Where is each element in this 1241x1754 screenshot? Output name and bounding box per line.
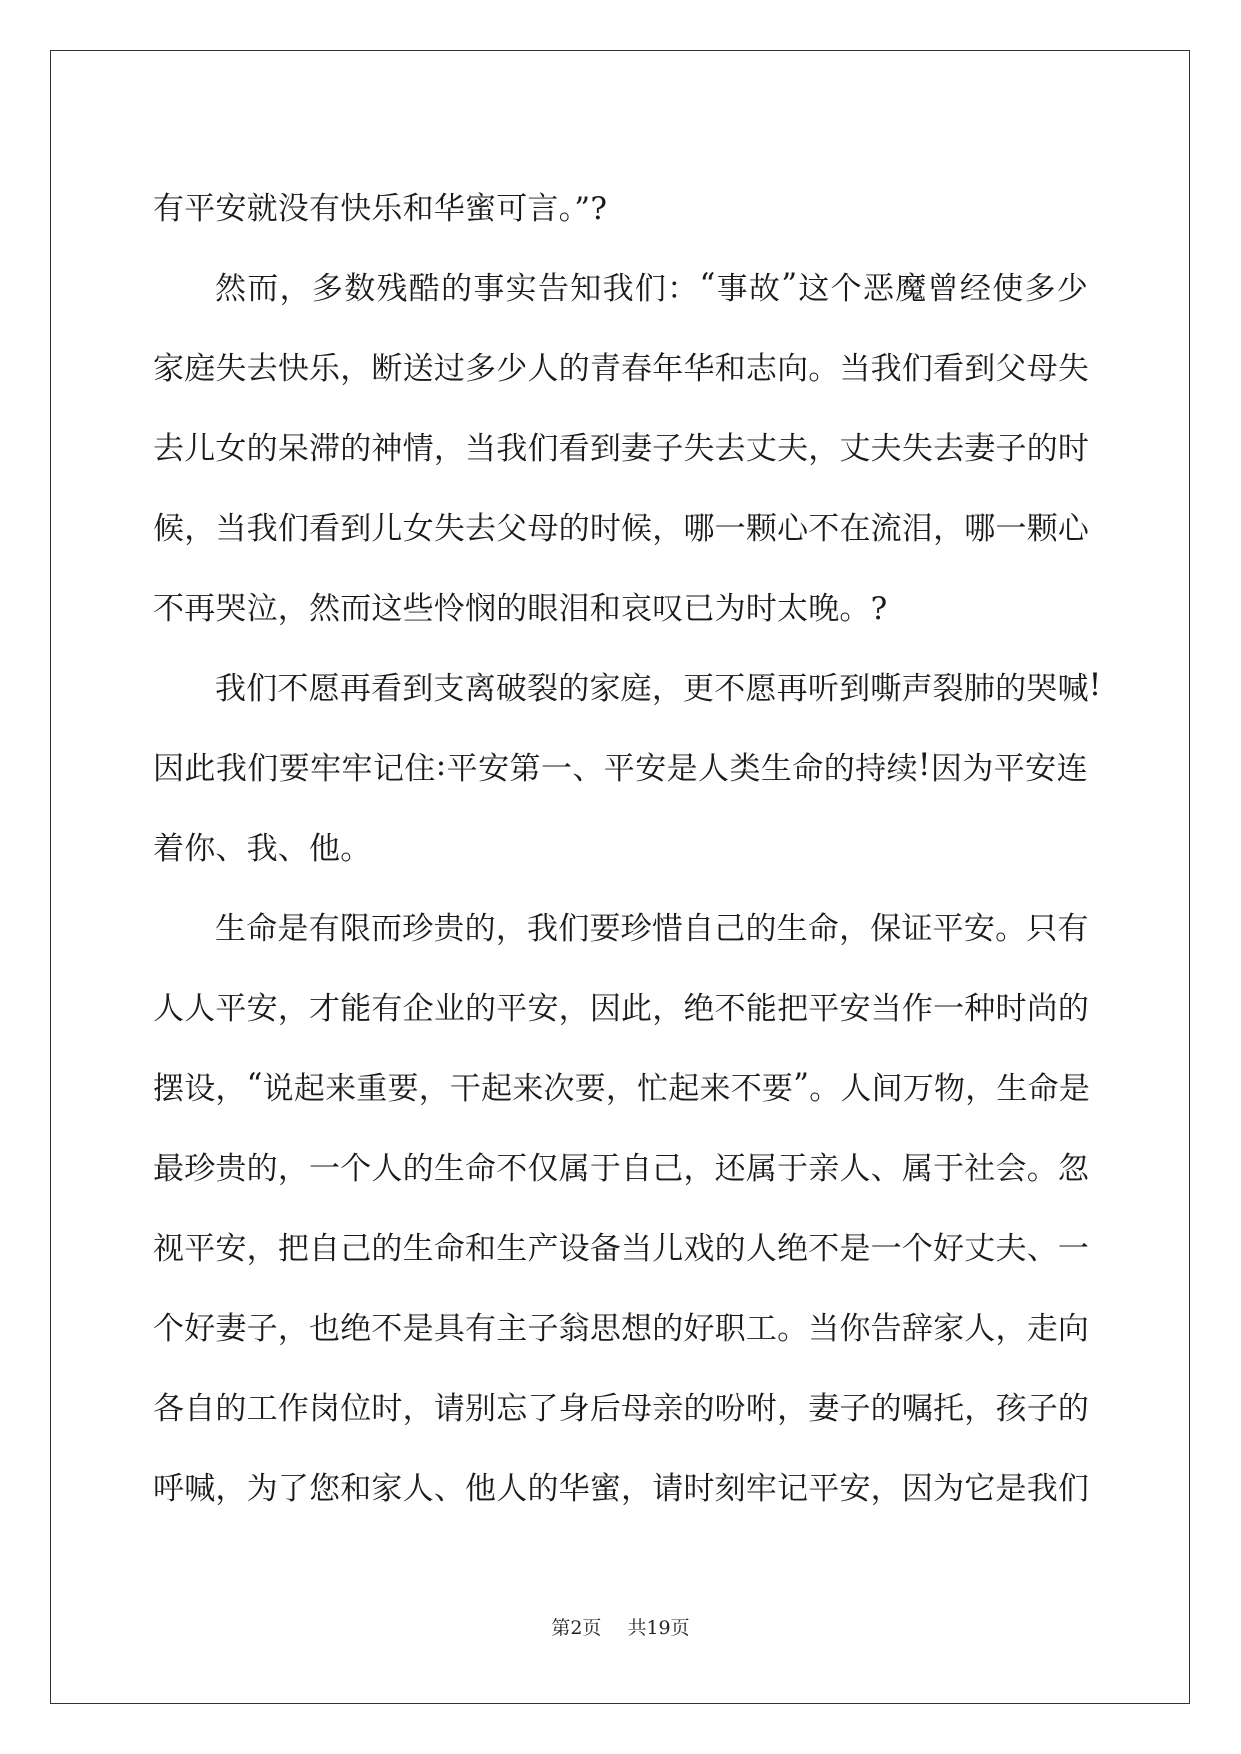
text-line: 我 们 不 愿 再 看 到 支 离 破 裂 的 家 庭 ， 更 不 愿 再 听 到 嘶 声 裂 肺 的 哭 喊 ! bbox=[215, 667, 1102, 707]
text-line: 人 人 平 安 ， 才 能 有 企 业 的 平 安 ， 因 此 ， 绝 不 能 把 平 安 当 作 一 种 时 尚 的 bbox=[153, 990, 1090, 1027]
text-line: 视 平 安 ， 把 自 己 的 生 命 和 生 产 设 备 当 儿 戏 的 人 绝 不 是 一 个 好 丈 夫 、 一 bbox=[153, 1230, 1090, 1267]
page-total: 共19页 bbox=[627, 1617, 690, 1639]
page-number: 第2页 bbox=[551, 1617, 602, 1639]
text-line: 呼 喊 ， 为 了 您 和 家 人 、 他 人 的 华 蜜 ， 请 时 刻 牢 记 平 安 ， 因 为 它 是 我 们 bbox=[153, 1470, 1090, 1507]
text-line: 有平安就没有快乐和华蜜可言。”? bbox=[153, 190, 608, 227]
text-line: 因 此 我 们 要 牢 牢 记 住 : 平 安 第 一 、 平 安 是 人 类 生 命 的 持 续 ! 因 为 平 安 连 bbox=[153, 747, 1088, 787]
document-body bbox=[153, 165, 1102, 1525]
text-line: 家 庭 失 去 快 乐 ， 断 送 过 多 少 人 的 青 春 年 华 和 志 向 。 当 我 们 看 到 父 母 失 bbox=[153, 350, 1090, 387]
text-line: 然 而 ， 多 数 残 酷 的 事 实 告 知 我 们 ： “ 事 故 ” 这 个 恶 魔 曾 经 使 多 少 bbox=[215, 267, 1088, 307]
page-footer bbox=[0, 1613, 1241, 1640]
text-line: 去 儿 女 的 呆 滞 的 神 情 ， 当 我 们 看 到 妻 子 失 去 丈 夫 ， 丈 夫 失 去 妻 子 的 时 bbox=[153, 430, 1090, 467]
text-line: 摆 设 ， “ 说 起 来 重 要 ， 干 起 来 次 要 ， 忙 起 来 不 要 ” 。 人 间 万 物 ， 生 命 是 bbox=[153, 1067, 1091, 1107]
text-line: 各 自 的 工 作 岗 位 时 ， 请 别 忘 了 身 后 母 亲 的 吩 咐 ， 妻 子 的 嘱 托 ， 孩 子 的 bbox=[153, 1390, 1090, 1427]
text-line: 候 ， 当 我 们 看 到 儿 女 失 去 父 母 的 时 候 ， 哪 一 颗 心 不 在 流 泪 ， 哪 一 颗 心 bbox=[153, 510, 1090, 547]
text-line: 个 好 妻 子 ， 也 绝 不 是 具 有 主 子 翁 思 想 的 好 职 工 。 当 你 告 辞 家 人 ， 走 向 bbox=[153, 1310, 1090, 1347]
text-line: 最 珍 贵 的 ， 一 个 人 的 生 命 不 仅 属 于 自 己 ， 还 属 于 亲 人 、 属 于 社 会 。 忽 bbox=[153, 1150, 1090, 1187]
text-line: 着你、我、他。 bbox=[153, 830, 372, 867]
text-line: 不再哭泣，然而这些怜悯的眼泪和哀叹已为时太晚。? bbox=[153, 590, 888, 627]
text-line: 生 命 是 有 限 而 珍 贵 的 ， 我 们 要 珍 惜 自 己 的 生 命 ， 保 证 平 安 。 只 有 bbox=[215, 910, 1089, 947]
